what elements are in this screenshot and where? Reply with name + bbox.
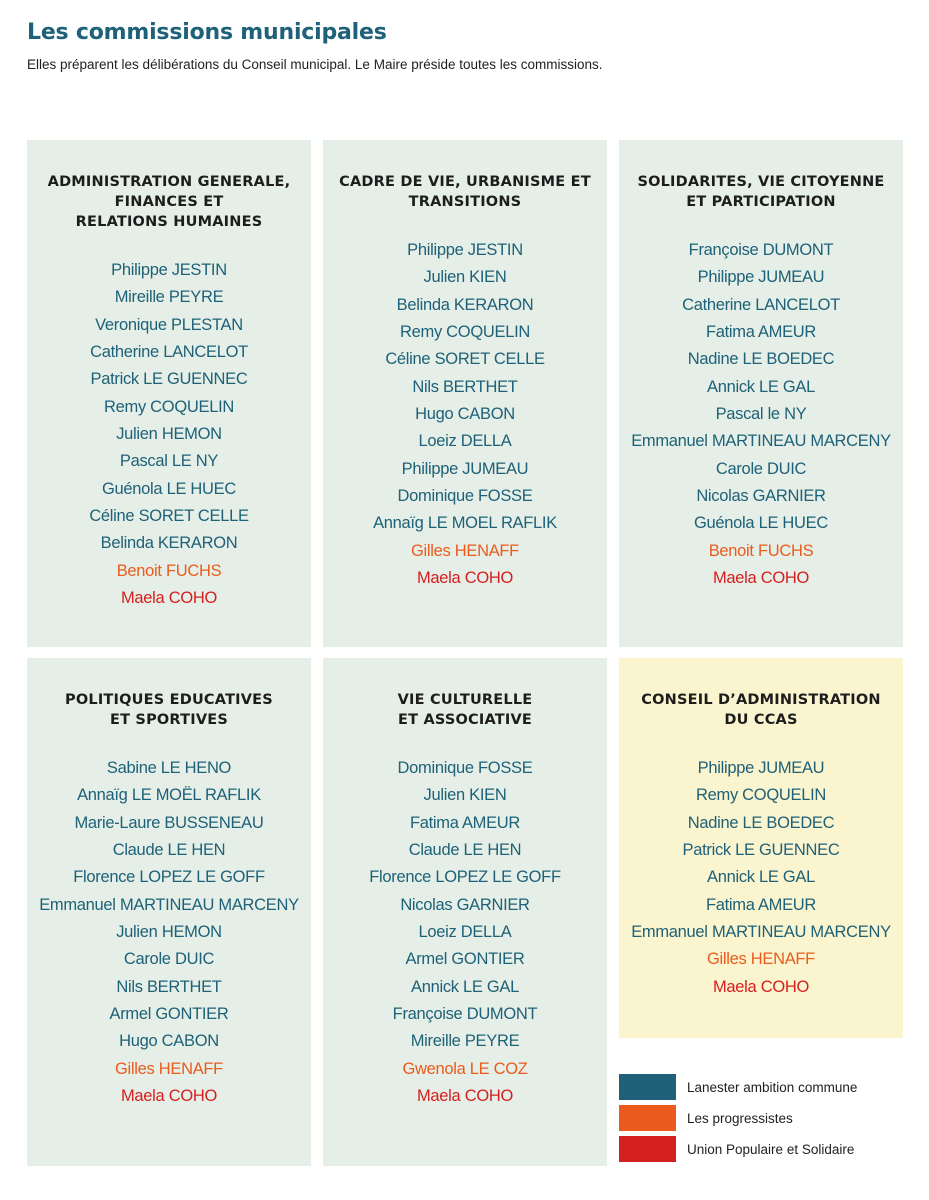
commission-title: CADRE DE VIE, URBANISME ET TRANSITIONS xyxy=(339,174,591,210)
member-name: Fatima AMEUR xyxy=(705,895,817,914)
member-name: Benoit FUCHS xyxy=(708,541,814,560)
member-name: Gwenola LE COZ xyxy=(402,1059,528,1078)
member-name: Patrick LE GUENNEC xyxy=(682,841,840,860)
commission-panel-ccas xyxy=(619,658,903,1038)
member-name: Fatima AMEUR xyxy=(409,813,521,832)
member-list xyxy=(323,755,607,1110)
member-name: Nicolas GARNIER xyxy=(696,487,826,506)
member-name: Loeiz DELLA xyxy=(418,923,512,942)
member-name: Emmanuel MARTINEAU MARCENY xyxy=(39,895,299,914)
legend-item-lanester xyxy=(619,1072,857,1102)
member-name: Julien KIEN xyxy=(423,268,507,287)
member-name: Emmanuel MARTINEAU MARCENY xyxy=(631,432,891,451)
legend-label: Lanester ambition commune xyxy=(687,1079,858,1095)
commission-panel-cadre-de-vie xyxy=(323,140,607,647)
member-name: Fatima AMEUR xyxy=(705,323,817,342)
member-name: Belinda KERARON xyxy=(396,295,534,314)
member-name: Annaïg LE MOEL RAFLIK xyxy=(373,514,557,533)
member-name: Maela COHO xyxy=(712,977,810,996)
member-list xyxy=(619,237,903,592)
legend-label: Les progressistes xyxy=(687,1110,793,1126)
member-name: Benoit FUCHS xyxy=(116,561,222,580)
member-name: Sabine LE HENO xyxy=(106,759,232,777)
member-name: Mireille PEYRE xyxy=(114,288,224,307)
member-name: Maela COHO xyxy=(416,1087,514,1106)
member-name: Annick LE GAL xyxy=(707,868,815,887)
member-name: Nils BERTHET xyxy=(116,977,222,996)
legend xyxy=(619,1072,857,1165)
member-name: Philippe JESTIN xyxy=(111,261,227,279)
member-name: Maela COHO xyxy=(120,589,218,608)
member-name: Nicolas GARNIER xyxy=(400,895,530,914)
member-name: Philippe JUMEAU xyxy=(697,268,825,287)
member-name: Céline SORET CELLE xyxy=(385,350,545,369)
member-name: Gilles HENAFF xyxy=(707,950,815,969)
page-title: Les commissions municipales xyxy=(27,20,387,45)
member-name: Florence LOPEZ LE GOFF xyxy=(369,868,561,887)
member-name: Philippe JESTIN xyxy=(407,241,523,259)
member-name: Guénola LE HUEC xyxy=(102,479,236,498)
member-name: Gilles HENAFF xyxy=(115,1059,223,1078)
member-name: Florence LOPEZ LE GOFF xyxy=(73,868,265,887)
commission-panel-politiques-educatives xyxy=(27,658,311,1166)
commission-panel-administration xyxy=(27,140,311,647)
member-name: Catherine LANCELOT xyxy=(90,343,248,362)
member-name: Céline SORET CELLE xyxy=(89,507,249,526)
legend-item-progressistes xyxy=(619,1103,857,1133)
commission-title: SOLIDARITES, VIE CITOYENNE ET PARTICIPATION xyxy=(637,174,885,210)
member-name: Julien KIEN xyxy=(423,786,507,805)
commission-title: POLITIQUES EDUCATIVES ET SPORTIVES xyxy=(65,692,273,728)
legend-swatch xyxy=(619,1136,676,1162)
member-name: Pascal le NY xyxy=(715,405,807,424)
member-name: Marie-Laure BUSSENEAU xyxy=(74,813,264,832)
commission-panel-vie-culturelle xyxy=(323,658,607,1166)
member-name: Julien HEMON xyxy=(116,425,222,444)
member-name: Françoise DUMONT xyxy=(688,241,834,259)
member-name: Françoise DUMONT xyxy=(392,1005,538,1024)
member-name: Annaïg LE MOËL RAFLIK xyxy=(77,786,261,805)
member-name: Maela COHO xyxy=(416,569,514,588)
member-name: Belinda KERARON xyxy=(100,534,238,553)
member-name: Nadine LE BOEDEC xyxy=(687,813,835,832)
member-name: Maela COHO xyxy=(712,569,810,588)
member-name: Nils BERTHET xyxy=(412,377,518,396)
member-name: Claude LE HEN xyxy=(408,841,522,860)
member-name: Annick LE GAL xyxy=(707,377,815,396)
member-name: Guénola LE HUEC xyxy=(694,514,828,533)
member-name: Hugo CABON xyxy=(415,405,515,424)
member-name: Loeiz DELLA xyxy=(418,432,512,451)
member-name: Emmanuel MARTINEAU MARCENY xyxy=(631,923,891,942)
member-name: Gilles HENAFF xyxy=(411,541,519,560)
member-name: Dominique FOSSE xyxy=(397,759,533,777)
member-name: Dominique FOSSE xyxy=(397,487,533,506)
member-name: Carole DUIC xyxy=(715,459,807,478)
legend-item-ups xyxy=(619,1134,857,1164)
legend-swatch xyxy=(619,1074,676,1100)
member-name: Armel GONTIER xyxy=(109,1005,229,1024)
member-name: Remy COQUELIN xyxy=(400,323,530,342)
member-name: Maela COHO xyxy=(120,1087,218,1106)
member-name: Annick LE GAL xyxy=(411,977,519,996)
member-list xyxy=(27,257,311,612)
legend-label: Union Populaire et Solidaire xyxy=(687,1141,855,1157)
member-name: Pascal LE NY xyxy=(119,452,219,471)
commission-panel-solidarites xyxy=(619,140,903,647)
member-name: Nadine LE BOEDEC xyxy=(687,350,835,369)
member-name: Julien HEMON xyxy=(116,923,222,942)
member-list xyxy=(27,755,311,1110)
member-name: Philippe JUMEAU xyxy=(697,759,825,777)
member-name: Catherine LANCELOT xyxy=(682,295,840,314)
member-name: Claude LE HEN xyxy=(112,841,226,860)
member-name: Philippe JUMEAU xyxy=(401,459,529,478)
member-name: Carole DUIC xyxy=(123,950,215,969)
member-name: Remy COQUELIN xyxy=(104,397,234,416)
member-name: Mireille PEYRE xyxy=(410,1032,520,1051)
commission-title: CONSEIL D’ADMINISTRATION DU CCAS xyxy=(641,692,881,728)
commission-title: ADMINISTRATION GENERALE, FINANCES ET RELATIONS HUMAINES xyxy=(47,174,291,230)
member-list xyxy=(323,237,607,592)
member-list xyxy=(619,755,903,1001)
legend-swatch xyxy=(619,1105,676,1131)
commission-title: VIE CULTURELLE ET ASSOCIATIVE xyxy=(397,692,533,728)
page-subtitle: Elles préparent les délibérations du Conseil municipal. Le Maire préside toutes les commissions. xyxy=(27,57,603,72)
member-name: Patrick LE GUENNEC xyxy=(90,370,248,389)
member-name: Hugo CABON xyxy=(119,1032,219,1051)
member-name: Veronique PLESTAN xyxy=(95,315,243,334)
member-name: Armel GONTIER xyxy=(405,950,525,969)
member-name: Remy COQUELIN xyxy=(696,786,826,805)
